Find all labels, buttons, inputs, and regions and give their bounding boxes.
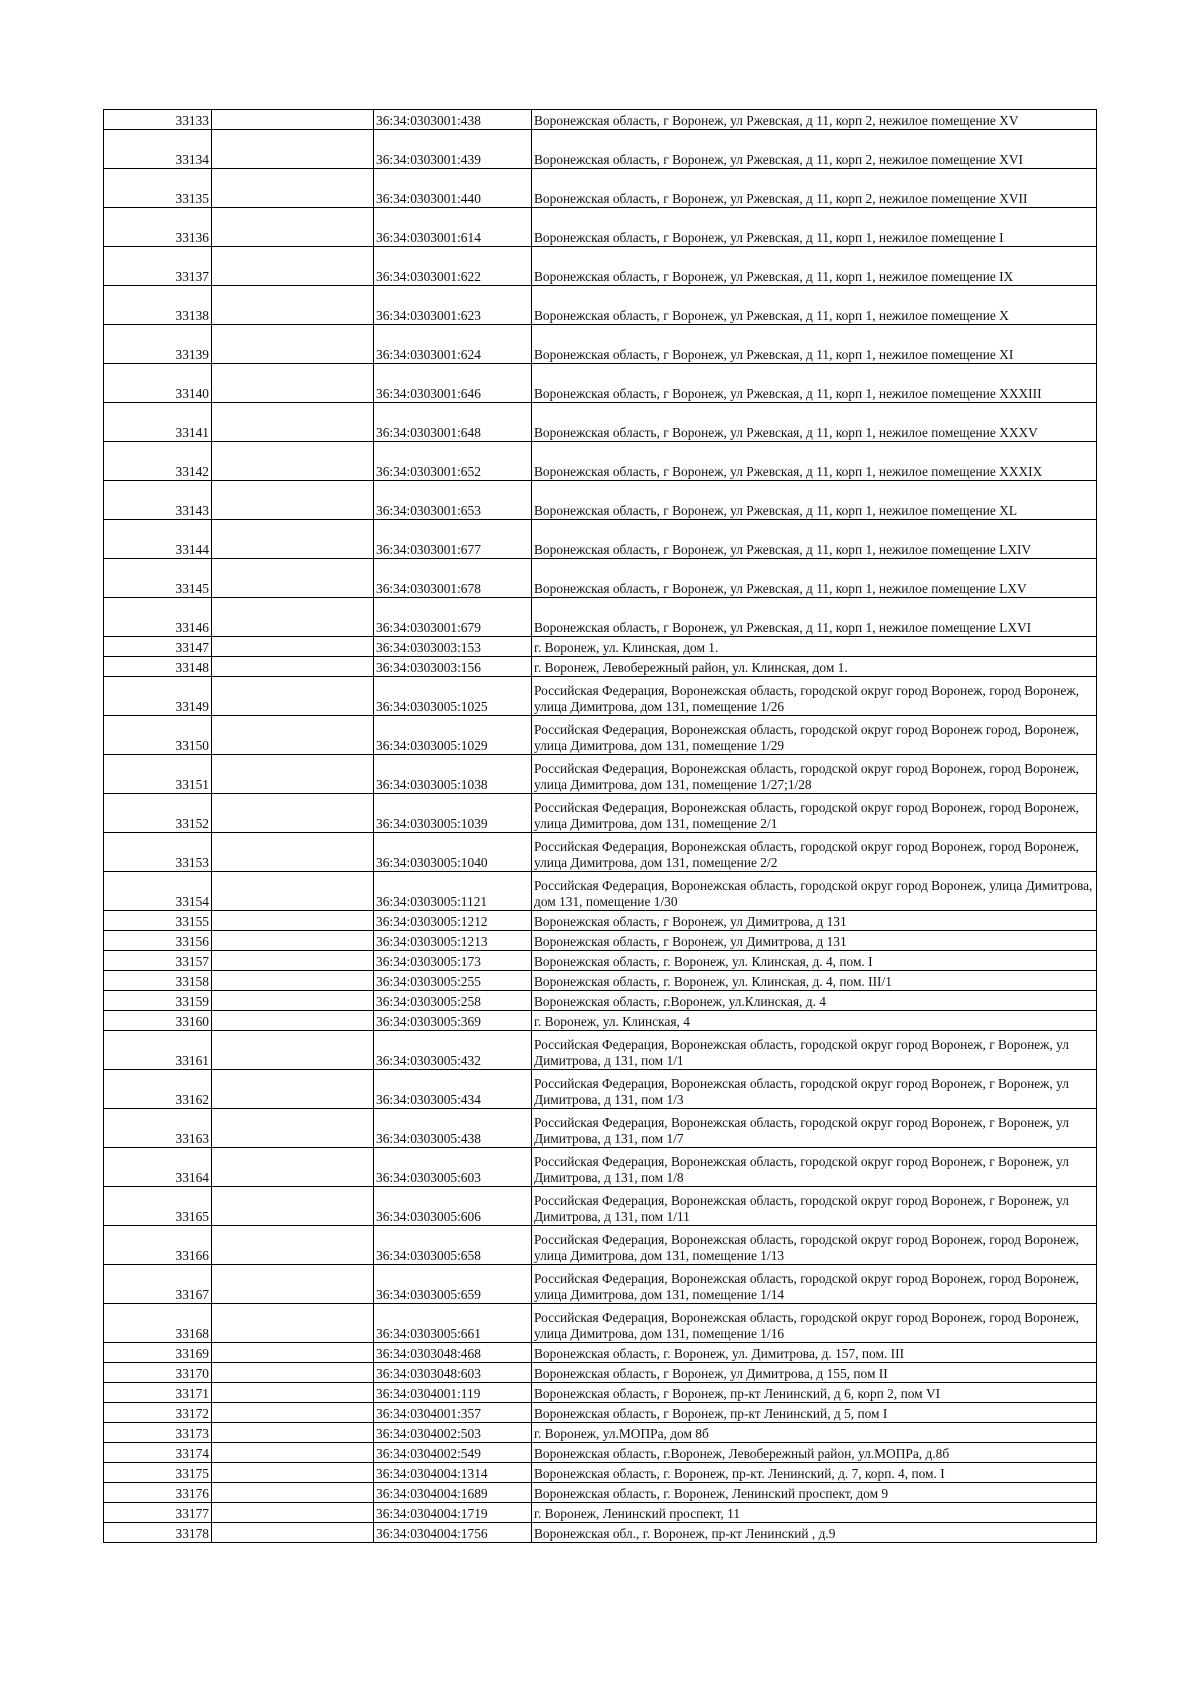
table-row <box>104 208 1097 247</box>
empty-cell <box>212 1031 374 1070</box>
cadastral-number-cell: 36:34:0303005:1040 <box>374 833 532 872</box>
cadastral-number-cell: 36:34:0303005:258 <box>374 991 532 1011</box>
empty-cell <box>212 325 374 364</box>
cadastral-number-cell: 36:34:0304001:357 <box>374 1403 532 1423</box>
cadastral-number-cell: 36:34:0303005:1029 <box>374 716 532 755</box>
address-cell: Российская Федерация, Воронежская область, городской округ город Воронеж, город Воронеж, улица Димитрова, дом 131, помещение 2/1 <box>532 794 1097 833</box>
table-row <box>104 481 1097 520</box>
table-row <box>104 833 1097 872</box>
table-row <box>104 1226 1097 1265</box>
cadastral-number-cell: 36:34:0304002:549 <box>374 1443 532 1463</box>
row-number-cell: 33163 <box>104 1109 212 1148</box>
empty-cell <box>212 1523 374 1543</box>
table-row <box>104 1265 1097 1304</box>
row-number-cell: 33174 <box>104 1443 212 1463</box>
cadastral-number-cell: 36:34:0303001:646 <box>374 364 532 403</box>
empty-cell <box>212 442 374 481</box>
cadastral-number-cell: 36:34:0303005:606 <box>374 1187 532 1226</box>
empty-cell <box>212 208 374 247</box>
address-cell: Воронежская область, г Воронеж, ул Ржевская, д 11, корп 2, нежилое помещение XVI <box>532 130 1097 169</box>
row-number-cell: 33149 <box>104 677 212 716</box>
empty-cell <box>212 1265 374 1304</box>
address-cell: Российская Федерация, Воронежская область, городской округ город Воронеж, город Воронеж, улица Димитрова, дом 131, помещение 2/2 <box>532 833 1097 872</box>
cadastral-number-cell: 36:34:0303001:648 <box>374 403 532 442</box>
cadastral-number-cell: 36:34:0303001:614 <box>374 208 532 247</box>
table-row <box>104 1070 1097 1109</box>
cadastral-number-cell: 36:34:0303005:1212 <box>374 911 532 931</box>
table-row <box>104 286 1097 325</box>
row-number-cell: 33151 <box>104 755 212 794</box>
address-cell: Российская Федерация, Воронежская область, городской округ город Воронеж, город Воронеж, улица Димитрова, дом 131, помещение 1/16 <box>532 1304 1097 1343</box>
empty-cell <box>212 286 374 325</box>
table-row <box>104 677 1097 716</box>
address-cell: Воронежская область, г Воронеж, ул Димитрова, д 155, пом II <box>532 1363 1097 1383</box>
address-cell: Воронежская область, г Воронеж, ул Ржевская, д 11, корп 1, нежилое помещение LXV <box>532 559 1097 598</box>
table-row <box>104 1443 1097 1463</box>
cadastral-number-cell: 36:34:0303001:623 <box>374 286 532 325</box>
cadastral-number-cell: 36:34:0303005:432 <box>374 1031 532 1070</box>
empty-cell <box>212 657 374 677</box>
empty-cell <box>212 559 374 598</box>
table-row <box>104 794 1097 833</box>
empty-cell <box>212 1403 374 1423</box>
address-cell: Воронежская область, г Воронеж, ул Ржевская, д 11, корп 1, нежилое помещение XI <box>532 325 1097 364</box>
row-number-cell: 33164 <box>104 1148 212 1187</box>
table-row <box>104 1403 1097 1423</box>
empty-cell <box>212 1226 374 1265</box>
row-number-cell: 33166 <box>104 1226 212 1265</box>
row-number-cell: 33162 <box>104 1070 212 1109</box>
table-row <box>104 1383 1097 1403</box>
cadastral-number-cell: 36:34:0303005:658 <box>374 1226 532 1265</box>
registry-sheet <box>103 109 1096 1543</box>
row-number-cell: 33139 <box>104 325 212 364</box>
empty-cell <box>212 1304 374 1343</box>
cadastral-number-cell: 36:34:0303001:439 <box>374 130 532 169</box>
row-number-cell: 33136 <box>104 208 212 247</box>
address-cell: Российская Федерация, Воронежская область, городской округ город Воронеж, город Воронеж, улица Димитрова, дом 131, помещение 1/13 <box>532 1226 1097 1265</box>
table-row <box>104 1011 1097 1031</box>
table-row <box>104 130 1097 169</box>
empty-cell <box>212 1463 374 1483</box>
table-row <box>104 1109 1097 1148</box>
empty-cell <box>212 364 374 403</box>
empty-cell <box>212 1423 374 1443</box>
table-row <box>104 657 1097 677</box>
address-cell: Воронежская область, г Воронеж, ул Ржевская, д 11, корп 1, нежилое помещение I <box>532 208 1097 247</box>
address-cell: Российская Федерация, Воронежская область, городской округ город Воронеж, улица Димитрова, дом 131, помещение 1/30 <box>532 872 1097 911</box>
table-row <box>104 931 1097 951</box>
address-cell: Воронежская область, г Воронеж, ул Ржевская, д 11, корп 2, нежилое помещение XV <box>532 110 1097 130</box>
table-row <box>104 755 1097 794</box>
address-cell: Воронежская область, г Воронеж, ул Димитрова, д 131 <box>532 931 1097 951</box>
address-cell: Воронежская область, г Воронеж, ул Ржевская, д 11, корп 1, нежилое помещение XXXV <box>532 403 1097 442</box>
cadastral-number-cell: 36:34:0304004:1756 <box>374 1523 532 1543</box>
table-row <box>104 1031 1097 1070</box>
row-number-cell: 33154 <box>104 872 212 911</box>
cadastral-number-cell: 36:34:0304004:1689 <box>374 1483 532 1503</box>
row-number-cell: 33157 <box>104 951 212 971</box>
empty-cell <box>212 130 374 169</box>
table-row <box>104 247 1097 286</box>
address-cell: г. Воронеж, ул. Клинская, 4 <box>532 1011 1097 1031</box>
address-cell: Российская Федерация, Воронежская область, городской округ город Воронеж, город Воронеж, улица Димитрова, дом 131, помещение 1/27;1/28 <box>532 755 1097 794</box>
row-number-cell: 33148 <box>104 657 212 677</box>
address-cell: Российская Федерация, Воронежская область, городской округ город Воронеж, город Воронеж, улица Димитрова, дом 131, помещение 1/14 <box>532 1265 1097 1304</box>
table-row <box>104 364 1097 403</box>
cadastral-number-cell: 36:34:0303005:603 <box>374 1148 532 1187</box>
address-cell: Российская Федерация, Воронежская область, городской округ город Воронеж, г Воронеж, ул Димитрова, д 131, пом 1/1 <box>532 1031 1097 1070</box>
address-cell: Российская Федерация, Воронежская область, городской округ город Воронеж, город Воронеж, улица Димитрова, дом 131, помещение 1/26 <box>532 677 1097 716</box>
table-row <box>104 169 1097 208</box>
row-number-cell: 33133 <box>104 110 212 130</box>
cadastral-number-cell: 36:34:0303005:434 <box>374 1070 532 1109</box>
cadastral-number-cell: 36:34:0304002:503 <box>374 1423 532 1443</box>
cadastral-number-cell: 36:34:0303005:1039 <box>374 794 532 833</box>
cadastral-number-cell: 36:34:0303005:659 <box>374 1265 532 1304</box>
empty-cell <box>212 794 374 833</box>
cadastral-number-cell: 36:34:0303001:622 <box>374 247 532 286</box>
cadastral-number-cell: 36:34:0303005:438 <box>374 1109 532 1148</box>
row-number-cell: 33176 <box>104 1483 212 1503</box>
cadastral-number-cell: 36:34:0304004:1314 <box>374 1463 532 1483</box>
empty-cell <box>212 637 374 657</box>
empty-cell <box>212 677 374 716</box>
row-number-cell: 33177 <box>104 1503 212 1523</box>
address-cell: Воронежская область, г Воронеж, пр-кт Ленинский, д 6, корп 2, пом VI <box>532 1383 1097 1403</box>
address-cell: Российская Федерация, Воронежская область, городской округ город Воронеж город, Воронеж, улица Димитрова, дом 131, помещение 1/29 <box>532 716 1097 755</box>
cadastral-number-cell: 36:34:0303001:678 <box>374 559 532 598</box>
table-row <box>104 110 1097 130</box>
cadastral-number-cell: 36:34:0303005:661 <box>374 1304 532 1343</box>
address-cell: Воронежская область, г. Воронеж, ул. Димитрова, д. 157, пом. III <box>532 1343 1097 1363</box>
address-cell: Воронежская область, г Воронеж, ул Ржевская, д 11, корп 1, нежилое помещение X <box>532 286 1097 325</box>
cadastral-number-cell: 36:34:0303001:679 <box>374 598 532 637</box>
row-number-cell: 33171 <box>104 1383 212 1403</box>
table-row <box>104 325 1097 364</box>
cadastral-number-cell: 36:34:0303005:1025 <box>374 677 532 716</box>
address-cell: Воронежская область, г Воронеж, ул Ржевская, д 11, корп 1, нежилое помещение XXXIII <box>532 364 1097 403</box>
cadastral-number-cell: 36:34:0303005:1213 <box>374 931 532 951</box>
table-row <box>104 1503 1097 1523</box>
empty-cell <box>212 833 374 872</box>
table-row <box>104 637 1097 657</box>
table-row <box>104 559 1097 598</box>
table-row <box>104 991 1097 1011</box>
row-number-cell: 33159 <box>104 991 212 1011</box>
table-row <box>104 872 1097 911</box>
row-number-cell: 33172 <box>104 1403 212 1423</box>
address-cell: г. Воронеж, ул.МОПРа, дом 8б <box>532 1423 1097 1443</box>
table-row <box>104 1423 1097 1443</box>
cadastral-number-cell: 36:34:0303003:153 <box>374 637 532 657</box>
cadastral-number-cell: 36:34:0303001:438 <box>374 110 532 130</box>
cadastral-number-cell: 36:34:0303005:1121 <box>374 872 532 911</box>
address-cell: Воронежская область, г. Воронеж, пр-кт. Ленинский, д. 7, корп. 4, пом. I <box>532 1463 1097 1483</box>
address-cell: Воронежская область, г. Воронеж, ул. Клинская, д. 4, пом. I <box>532 951 1097 971</box>
row-number-cell: 33150 <box>104 716 212 755</box>
address-cell: Воронежская область, г Воронеж, ул Ржевская, д 11, корп 1, нежилое помещение XL <box>532 481 1097 520</box>
table-row <box>104 1523 1097 1543</box>
table-row <box>104 520 1097 559</box>
row-number-cell: 33141 <box>104 403 212 442</box>
empty-cell <box>212 403 374 442</box>
address-cell: г. Воронеж, Ленинский проспект, 11 <box>532 1503 1097 1523</box>
empty-cell <box>212 951 374 971</box>
row-number-cell: 33143 <box>104 481 212 520</box>
empty-cell <box>212 1070 374 1109</box>
empty-cell <box>212 247 374 286</box>
address-cell: Российская Федерация, Воронежская область, городской округ город Воронеж, г Воронеж, ул Димитрова, д 131, пом 1/7 <box>532 1109 1097 1148</box>
cadastral-number-cell: 36:34:0303001:653 <box>374 481 532 520</box>
table-row <box>104 1363 1097 1383</box>
row-number-cell: 33147 <box>104 637 212 657</box>
cadastral-number-cell: 36:34:0303005:369 <box>374 1011 532 1031</box>
cadastral-number-cell: 36:34:0303001:440 <box>374 169 532 208</box>
row-number-cell: 33134 <box>104 130 212 169</box>
cadastral-number-cell: 36:34:0303003:156 <box>374 657 532 677</box>
property-registry-table <box>103 109 1097 1543</box>
table-row <box>104 716 1097 755</box>
table-row <box>104 1187 1097 1226</box>
empty-cell <box>212 1343 374 1363</box>
cadastral-number-cell: 36:34:0303005:173 <box>374 951 532 971</box>
empty-cell <box>212 1483 374 1503</box>
table-row <box>104 1483 1097 1503</box>
row-number-cell: 33161 <box>104 1031 212 1070</box>
empty-cell <box>212 1187 374 1226</box>
table-row <box>104 598 1097 637</box>
cadastral-number-cell: 36:34:0303001:652 <box>374 442 532 481</box>
address-cell: Воронежская область, г.Воронеж, Левобережный район, ул.МОПРа, д.8б <box>532 1443 1097 1463</box>
cadastral-number-cell: 36:34:0303005:255 <box>374 971 532 991</box>
row-number-cell: 33168 <box>104 1304 212 1343</box>
address-cell: Воронежская область, г Воронеж, ул Ржевская, д 11, корп 1, нежилое помещение IX <box>532 247 1097 286</box>
table-body <box>104 110 1097 1543</box>
row-number-cell: 33160 <box>104 1011 212 1031</box>
address-cell: г. Воронеж, ул. Клинская, дом 1. <box>532 637 1097 657</box>
row-number-cell: 33165 <box>104 1187 212 1226</box>
row-number-cell: 33152 <box>104 794 212 833</box>
empty-cell <box>212 911 374 931</box>
address-cell: Воронежская область, г Воронеж, ул Ржевская, д 11, корп 1, нежилое помещение XXXIX <box>532 442 1097 481</box>
address-cell: Воронежская обл., г. Воронеж, пр-кт Ленинский , д.9 <box>532 1523 1097 1543</box>
table-row <box>104 911 1097 931</box>
table-row <box>104 951 1097 971</box>
row-number-cell: 33167 <box>104 1265 212 1304</box>
empty-cell <box>212 110 374 130</box>
address-cell: Воронежская область, г. Воронеж, ул. Клинская, д. 4, пом. III/1 <box>532 971 1097 991</box>
address-cell: Воронежская область, г. Воронеж, Ленинский проспект, дом 9 <box>532 1483 1097 1503</box>
cadastral-number-cell: 36:34:0304001:119 <box>374 1383 532 1403</box>
cadastral-number-cell: 36:34:0303048:603 <box>374 1363 532 1383</box>
empty-cell <box>212 872 374 911</box>
table-row <box>104 1148 1097 1187</box>
empty-cell <box>212 716 374 755</box>
address-cell: Воронежская область, г Воронеж, ул Ржевская, д 11, корп 1, нежилое помещение LXVI <box>532 598 1097 637</box>
address-cell: Воронежская область, г Воронеж, пр-кт Ленинский, д 5, пом I <box>532 1403 1097 1423</box>
table-row <box>104 403 1097 442</box>
table-row <box>104 971 1097 991</box>
row-number-cell: 33156 <box>104 931 212 951</box>
row-number-cell: 33145 <box>104 559 212 598</box>
empty-cell <box>212 169 374 208</box>
empty-cell <box>212 971 374 991</box>
address-cell: Российская Федерация, Воронежская область, городской округ город Воронеж, г Воронеж, ул Димитрова, д 131, пом 1/8 <box>532 1148 1097 1187</box>
empty-cell <box>212 1109 374 1148</box>
row-number-cell: 33170 <box>104 1363 212 1383</box>
row-number-cell: 33155 <box>104 911 212 931</box>
empty-cell <box>212 598 374 637</box>
row-number-cell: 33146 <box>104 598 212 637</box>
table-row <box>104 1304 1097 1343</box>
empty-cell <box>212 1011 374 1031</box>
empty-cell <box>212 931 374 951</box>
address-cell: Воронежская область, г Воронеж, ул Ржевская, д 11, корп 2, нежилое помещение XVII <box>532 169 1097 208</box>
address-cell: Воронежская область, г Воронеж, ул Димитрова, д 131 <box>532 911 1097 931</box>
table-row <box>104 442 1097 481</box>
cadastral-number-cell: 36:34:0303001:677 <box>374 520 532 559</box>
empty-cell <box>212 991 374 1011</box>
row-number-cell: 33153 <box>104 833 212 872</box>
empty-cell <box>212 1148 374 1187</box>
row-number-cell: 33142 <box>104 442 212 481</box>
empty-cell <box>212 1503 374 1523</box>
row-number-cell: 33135 <box>104 169 212 208</box>
cadastral-number-cell: 36:34:0303048:468 <box>374 1343 532 1363</box>
row-number-cell: 33175 <box>104 1463 212 1483</box>
row-number-cell: 33137 <box>104 247 212 286</box>
table-row <box>104 1463 1097 1483</box>
address-cell: Воронежская область, г.Воронеж, ул.Клинская, д. 4 <box>532 991 1097 1011</box>
row-number-cell: 33169 <box>104 1343 212 1363</box>
empty-cell <box>212 481 374 520</box>
address-cell: Российская Федерация, Воронежская область, городской округ город Воронеж, г Воронеж, ул Димитрова, д 131, пом 1/3 <box>532 1070 1097 1109</box>
cadastral-number-cell: 36:34:0303001:624 <box>374 325 532 364</box>
empty-cell <box>212 520 374 559</box>
address-cell: Российская Федерация, Воронежская область, городской округ город Воронеж, г Воронеж, ул Димитрова, д 131, пом 1/11 <box>532 1187 1097 1226</box>
row-number-cell: 33173 <box>104 1423 212 1443</box>
row-number-cell: 33144 <box>104 520 212 559</box>
address-cell: г. Воронеж, Левобережный район, ул. Клинская, дом 1. <box>532 657 1097 677</box>
table-row <box>104 1343 1097 1363</box>
empty-cell <box>212 1383 374 1403</box>
row-number-cell: 33178 <box>104 1523 212 1543</box>
address-cell: Воронежская область, г Воронеж, ул Ржевская, д 11, корп 1, нежилое помещение LXIV <box>532 520 1097 559</box>
empty-cell <box>212 1363 374 1383</box>
row-number-cell: 33158 <box>104 971 212 991</box>
empty-cell <box>212 1443 374 1463</box>
cadastral-number-cell: 36:34:0304004:1719 <box>374 1503 532 1523</box>
cadastral-number-cell: 36:34:0303005:1038 <box>374 755 532 794</box>
row-number-cell: 33138 <box>104 286 212 325</box>
row-number-cell: 33140 <box>104 364 212 403</box>
empty-cell <box>212 755 374 794</box>
